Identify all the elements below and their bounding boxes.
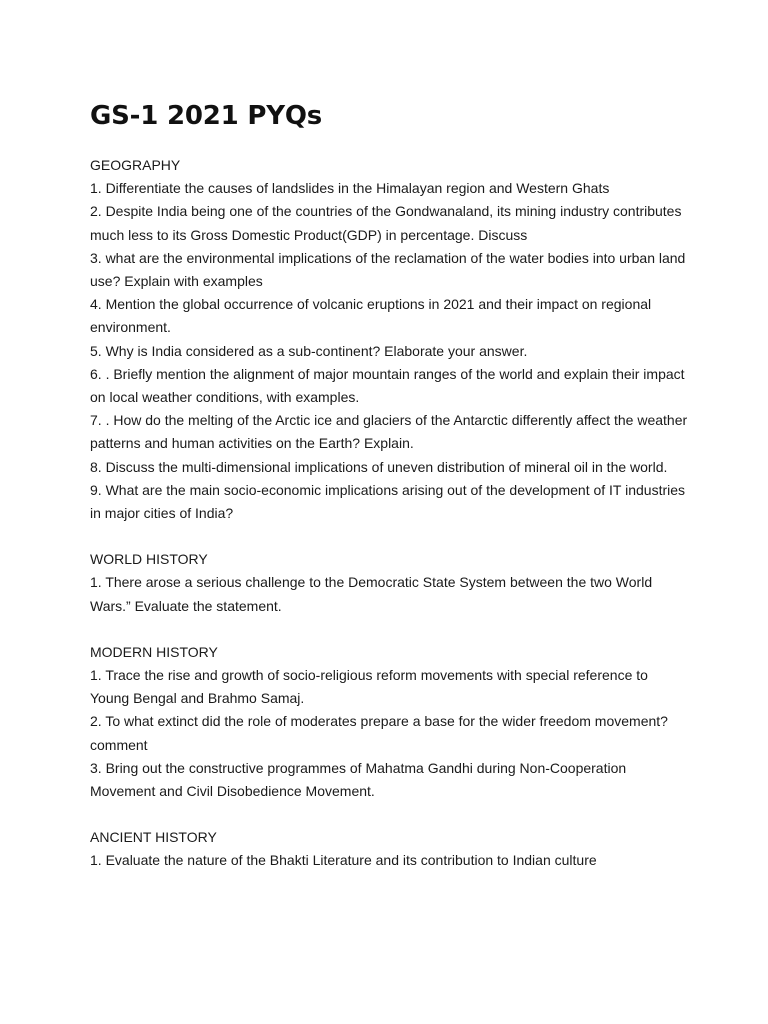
section-heading: WORLD HISTORY: [90, 551, 208, 568]
section-geography: [90, 154, 690, 525]
section-world-history: [90, 548, 690, 618]
question-item: 2. To what extinct did the role of moderates prepare a base for the wider freedom movement? comment: [90, 713, 668, 753]
section-heading: GEOGRAPHY: [90, 157, 181, 173]
question-item: 6. . Briefly mention the alignment of major mountain ranges of the world and explain their impact on local weather conditions, with examples.: [90, 365, 685, 406]
section-heading: MODERN HISTORY: [90, 643, 218, 660]
section-modern-history: [90, 641, 690, 803]
document-page: [90, 98, 690, 896]
document-title: GS-1 2021 PYQs: [90, 101, 323, 131]
question-item: 1. There arose a serious challenge to the Democratic State System between the two World Wars.” Evaluate the statement.: [90, 574, 653, 614]
question-item: 1. Trace the rise and growth of socio-religious reform movements with special reference to Young Bengal and Brahmo Samaj.: [90, 667, 648, 707]
question-item: 7. . How do the melting of the Arctic ice and glaciers of the Antarctic differently affect the weather patterns and human activities on the Earth? Explain.: [90, 412, 688, 452]
question-item: 9. What are the main socio-economic implications arising out of the development of IT industries in major cities of India?: [90, 481, 686, 522]
question-item: 8. Discuss the multi-dimensional implications of uneven distribution of mineral oil in the world.: [90, 458, 668, 475]
question-item: 4. Mention the global occurrence of volcanic eruptions in 2021 and their impact on regional environment.: [90, 296, 652, 336]
question-item: 1. Evaluate the nature of the Bhakti Literature and its contribution to Indian culture: [90, 852, 597, 869]
question-item: 3. what are the environmental implications of the reclamation of the water bodies into urban land use? Explain with examples: [90, 249, 686, 290]
question-item: 2. Despite India being one of the countries of the Gondwanaland, its mining industry contributes much less to its Gross Domestic Product(GDP) in percentage. Discuss: [90, 203, 682, 243]
question-item: 5. Why is India considered as a sub-continent? Elaborate your answer.: [90, 342, 528, 359]
section-ancient-history: [90, 826, 690, 872]
question-item: 3. Bring out the constructive programmes of Mahatma Gandhi during Non-Cooperation Movement and Civil Disobedience Movement.: [90, 759, 627, 800]
question-item: 1. Differentiate the causes of landslides in the Himalayan region and Western Ghats: [90, 180, 610, 197]
section-heading: ANCIENT HISTORY: [90, 829, 217, 846]
